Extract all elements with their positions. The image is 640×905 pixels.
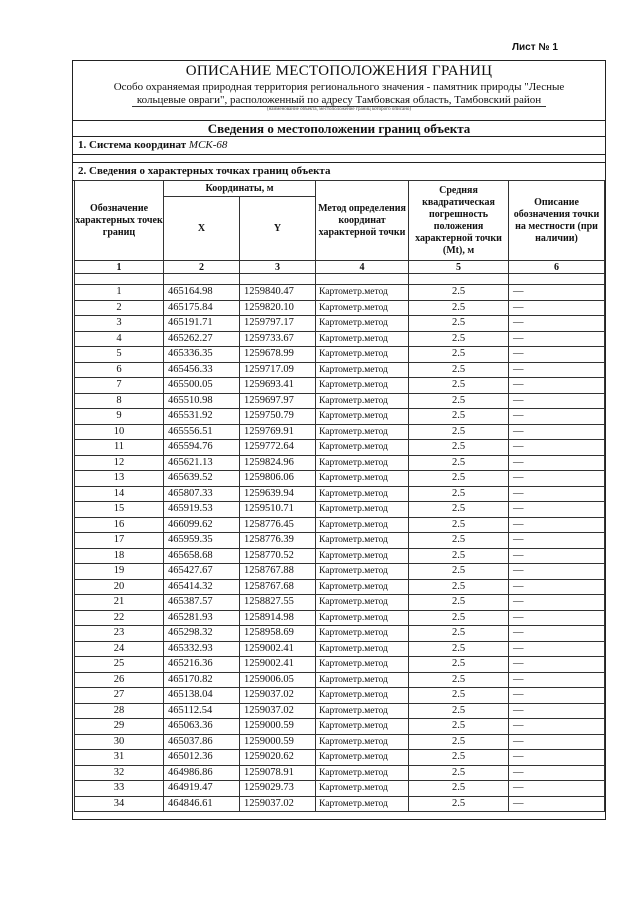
accuracy: 2.5: [409, 703, 509, 719]
point-number: 20: [75, 579, 164, 595]
method: Картометр.метод: [316, 796, 409, 812]
accuracy: 2.5: [409, 719, 509, 735]
point-number: 18: [75, 548, 164, 564]
coord-y: 1259006.05: [240, 672, 316, 688]
table-row: [75, 533, 605, 549]
accuracy: 2.5: [409, 610, 509, 626]
method: Картометр.метод: [316, 657, 409, 673]
coord-x: 465112.54: [164, 703, 240, 719]
point-number: 14: [75, 486, 164, 502]
point-description: —: [509, 378, 605, 394]
method: Картометр.метод: [316, 471, 409, 487]
point-number: 3: [75, 316, 164, 332]
coord-y: 1259772.64: [240, 440, 316, 456]
point-number: 1: [75, 285, 164, 301]
point-description: —: [509, 440, 605, 456]
coord-y: 1259697.97: [240, 393, 316, 409]
accuracy: 2.5: [409, 347, 509, 363]
table-row: [75, 517, 605, 533]
point-number: 29: [75, 719, 164, 735]
coord-x: 465063.36: [164, 719, 240, 735]
accuracy: 2.5: [409, 393, 509, 409]
point-description: —: [509, 765, 605, 781]
method: Картометр.метод: [316, 424, 409, 440]
coord-y: 1258776.39: [240, 533, 316, 549]
coord-y: 1259733.67: [240, 331, 316, 347]
point-number: 21: [75, 595, 164, 611]
table-row: [75, 502, 605, 518]
point-description: —: [509, 626, 605, 642]
table-row: [75, 688, 605, 704]
coord-y: 1259820.10: [240, 300, 316, 316]
accuracy: 2.5: [409, 781, 509, 797]
column-number: 2: [164, 261, 240, 274]
coord-x: 465191.71: [164, 316, 240, 332]
point-description: —: [509, 362, 605, 378]
coord-x: 464986.86: [164, 765, 240, 781]
method: Картометр.метод: [316, 393, 409, 409]
point-description: —: [509, 486, 605, 502]
point-description: —: [509, 471, 605, 487]
point-description: —: [509, 796, 605, 812]
coord-x: 465387.57: [164, 595, 240, 611]
table-row: [75, 548, 605, 564]
accuracy: 2.5: [409, 424, 509, 440]
table-row: [75, 331, 605, 347]
point-description: —: [509, 300, 605, 316]
table-row: [75, 750, 605, 766]
coord-y: 1259824.96: [240, 455, 316, 471]
table-row: [75, 657, 605, 673]
point-number: 16: [75, 517, 164, 533]
coord-x: 465594.76: [164, 440, 240, 456]
point-number: 8: [75, 393, 164, 409]
accuracy: 2.5: [409, 285, 509, 301]
point-description: —: [509, 672, 605, 688]
method: Картометр.метод: [316, 703, 409, 719]
coord-x: 465281.93: [164, 610, 240, 626]
accuracy: 2.5: [409, 486, 509, 502]
method: Картометр.метод: [316, 750, 409, 766]
method: Картометр.метод: [316, 579, 409, 595]
point-description: —: [509, 781, 605, 797]
table-row: [75, 579, 605, 595]
point-number: 31: [75, 750, 164, 766]
coord-x: 465216.36: [164, 657, 240, 673]
coord-y: 1258827.55: [240, 595, 316, 611]
method: Картометр.метод: [316, 610, 409, 626]
coord-y: 1259020.62: [240, 750, 316, 766]
method: Картометр.метод: [316, 347, 409, 363]
table-row: [75, 626, 605, 642]
point-number: 5: [75, 347, 164, 363]
coord-x: 464846.61: [164, 796, 240, 812]
accuracy: 2.5: [409, 300, 509, 316]
table-row: [75, 703, 605, 719]
accuracy: 2.5: [409, 641, 509, 657]
point-description: —: [509, 331, 605, 347]
point-description: —: [509, 750, 605, 766]
coord-y: 1259037.02: [240, 688, 316, 704]
point-number: 17: [75, 533, 164, 549]
accuracy: 2.5: [409, 750, 509, 766]
point-description: —: [509, 579, 605, 595]
method: Картометр.метод: [316, 362, 409, 378]
section-title: Сведения о местоположении границ объекта: [72, 120, 606, 137]
accuracy: 2.5: [409, 331, 509, 347]
coord-y: 1258767.68: [240, 579, 316, 595]
method: Картометр.метод: [316, 409, 409, 425]
accuracy: 2.5: [409, 316, 509, 332]
coord-y: 1258958.69: [240, 626, 316, 642]
table-row: [75, 734, 605, 750]
point-number: 15: [75, 502, 164, 518]
method: Картометр.метод: [316, 765, 409, 781]
coord-y: 1259000.59: [240, 719, 316, 735]
point-description: —: [509, 347, 605, 363]
accuracy: 2.5: [409, 517, 509, 533]
point-description: —: [509, 393, 605, 409]
coord-x: 465164.98: [164, 285, 240, 301]
method: Картометр.метод: [316, 331, 409, 347]
point-description: —: [509, 703, 605, 719]
point-description: —: [509, 424, 605, 440]
point-description: —: [509, 657, 605, 673]
point-description: —: [509, 610, 605, 626]
method: Картометр.метод: [316, 781, 409, 797]
point-number: 12: [75, 455, 164, 471]
coord-y: 1259037.02: [240, 796, 316, 812]
coord-y: 1259002.41: [240, 641, 316, 657]
accuracy: 2.5: [409, 533, 509, 549]
coord-x: 465621.13: [164, 455, 240, 471]
coord-x: 465298.32: [164, 626, 240, 642]
point-number: 32: [75, 765, 164, 781]
point-number: 30: [75, 734, 164, 750]
table-row: [75, 285, 605, 301]
point-description: —: [509, 502, 605, 518]
coord-y: 1258776.45: [240, 517, 316, 533]
method: Картометр.метод: [316, 564, 409, 580]
accuracy: 2.5: [409, 657, 509, 673]
coord-x: 465556.51: [164, 424, 240, 440]
table-row: [75, 719, 605, 735]
coord-x: 465332.93: [164, 641, 240, 657]
point-number: 10: [75, 424, 164, 440]
point-number: 26: [75, 672, 164, 688]
table-row: [75, 641, 605, 657]
coord-y: 1259678.99: [240, 347, 316, 363]
point-description: —: [509, 455, 605, 471]
points-table: [74, 180, 605, 812]
point-description: —: [509, 641, 605, 657]
coord-y: 1259750.79: [240, 409, 316, 425]
point-number: 9: [75, 409, 164, 425]
coord-y: 1258770.52: [240, 548, 316, 564]
table-row: [75, 347, 605, 363]
point-number: 11: [75, 440, 164, 456]
method: Картометр.метод: [316, 734, 409, 750]
coord-x: 466099.62: [164, 517, 240, 533]
accuracy: 2.5: [409, 765, 509, 781]
accuracy: 2.5: [409, 409, 509, 425]
point-number: 22: [75, 610, 164, 626]
coord-x: 464919.47: [164, 781, 240, 797]
sheet-number: Лист № 1: [512, 42, 558, 53]
description-line-2: кольцевые овраги", расположенный по адресу Тамбовская область, Тамбовский район: [136, 94, 542, 106]
point-description: —: [509, 533, 605, 549]
table-row: [75, 316, 605, 332]
point-number: 23: [75, 626, 164, 642]
coord-x: 465012.36: [164, 750, 240, 766]
coord-x: 465959.35: [164, 533, 240, 549]
point-description: —: [509, 734, 605, 750]
coord-x: 465658.68: [164, 548, 240, 564]
table-row: [75, 486, 605, 502]
document-title: ОПИСАНИЕ МЕСТОПОЛОЖЕНИЯ ГРАНИЦ: [185, 63, 493, 79]
method: Картометр.метод: [316, 502, 409, 518]
coord-x: 465414.32: [164, 579, 240, 595]
coord-y: 1259797.17: [240, 316, 316, 332]
table-row: [75, 595, 605, 611]
column-number: 3: [240, 261, 316, 274]
method: Картометр.метод: [316, 688, 409, 704]
accuracy: 2.5: [409, 564, 509, 580]
coord-y: 1259769.91: [240, 424, 316, 440]
point-description: —: [509, 688, 605, 704]
accuracy: 2.5: [409, 471, 509, 487]
table-row: [75, 610, 605, 626]
method: Картометр.метод: [316, 626, 409, 642]
coord-x: 465919.53: [164, 502, 240, 518]
method: Картометр.метод: [316, 455, 409, 471]
point-description: —: [509, 548, 605, 564]
coord-y: 1259717.09: [240, 362, 316, 378]
point-number: 4: [75, 331, 164, 347]
point-description: —: [509, 595, 605, 611]
accuracy: 2.5: [409, 688, 509, 704]
coord-x: 465138.04: [164, 688, 240, 704]
accuracy: 2.5: [409, 378, 509, 394]
point-description: —: [509, 517, 605, 533]
coord-x: 465456.33: [164, 362, 240, 378]
points-section-row: [72, 162, 606, 181]
table-row: [75, 378, 605, 394]
point-description: —: [509, 564, 605, 580]
accuracy: 2.5: [409, 548, 509, 564]
method: Картометр.метод: [316, 533, 409, 549]
method: Картометр.метод: [316, 285, 409, 301]
table-row: [75, 564, 605, 580]
accuracy: 2.5: [409, 362, 509, 378]
table-row: [75, 440, 605, 456]
column-number: 4: [316, 261, 409, 274]
table-row: [75, 796, 605, 812]
coord-y: 1259693.41: [240, 378, 316, 394]
table-row: [75, 781, 605, 797]
table-row: [75, 471, 605, 487]
accuracy: 2.5: [409, 502, 509, 518]
column-number: 6: [509, 261, 605, 274]
point-number: 25: [75, 657, 164, 673]
method: Картометр.метод: [316, 316, 409, 332]
method: Картометр.метод: [316, 517, 409, 533]
table-row: [75, 455, 605, 471]
method: Картометр.метод: [316, 641, 409, 657]
point-number: 7: [75, 378, 164, 394]
method: Картометр.метод: [316, 719, 409, 735]
coord-x: 465639.52: [164, 471, 240, 487]
coord-x: 465427.67: [164, 564, 240, 580]
points-section-label: 2. Сведения о характерных точках границ объекта: [78, 165, 331, 177]
col-accuracy-header: Средняя квадратическая погрешность положения характерной точки (Mt), м: [409, 181, 509, 261]
table-row: [75, 765, 605, 781]
column-number-row: [75, 261, 605, 274]
coord-x: 465807.33: [164, 486, 240, 502]
point-description: —: [509, 409, 605, 425]
coord-x: 465500.05: [164, 378, 240, 394]
point-description: —: [509, 719, 605, 735]
col-y-header: Y: [240, 197, 316, 261]
coord-y: 1258914.98: [240, 610, 316, 626]
point-description: —: [509, 316, 605, 332]
accuracy: 2.5: [409, 579, 509, 595]
method: Картометр.метод: [316, 486, 409, 502]
coord-y: 1258767.88: [240, 564, 316, 580]
method: Картометр.метод: [316, 440, 409, 456]
coord-system-label: 1. Система координат: [78, 139, 187, 151]
accuracy: 2.5: [409, 595, 509, 611]
table-row: [75, 672, 605, 688]
col-point-header: Обозначение характерных точек границ: [75, 181, 164, 261]
column-number: 5: [409, 261, 509, 274]
col-x-header: X: [164, 197, 240, 261]
method: Картометр.метод: [316, 595, 409, 611]
coord-y: 1259037.02: [240, 703, 316, 719]
accuracy: 2.5: [409, 440, 509, 456]
point-description: —: [509, 285, 605, 301]
coord-x: 465037.86: [164, 734, 240, 750]
table-row: [75, 409, 605, 425]
accuracy: 2.5: [409, 734, 509, 750]
table-row: [75, 424, 605, 440]
description-line-1: Особо охраняемая природная территория регионального значения - памятник природы "Лесные: [113, 81, 565, 93]
description-note: (наименование объекта, местоположение границ которого описано): [266, 107, 412, 112]
point-number: 13: [75, 471, 164, 487]
spacer-row: [75, 274, 605, 285]
coord-system-row: [72, 137, 606, 155]
point-number: 28: [75, 703, 164, 719]
col-description-header: Описание обозначения точки на местности (при наличии): [509, 181, 605, 261]
point-number: 6: [75, 362, 164, 378]
point-number: 2: [75, 300, 164, 316]
method: Картометр.метод: [316, 548, 409, 564]
coord-system-value: МСК-68: [188, 139, 228, 151]
method: Картометр.метод: [316, 300, 409, 316]
coord-y: 1259806.06: [240, 471, 316, 487]
coord-x: 465262.27: [164, 331, 240, 347]
accuracy: 2.5: [409, 672, 509, 688]
coord-x: 465170.82: [164, 672, 240, 688]
coord-x: 465336.35: [164, 347, 240, 363]
accuracy: 2.5: [409, 796, 509, 812]
coord-y: 1259510.71: [240, 502, 316, 518]
method: Картометр.метод: [316, 378, 409, 394]
accuracy: 2.5: [409, 455, 509, 471]
coord-y: 1259000.59: [240, 734, 316, 750]
table-row: [75, 300, 605, 316]
coord-y: 1259078.91: [240, 765, 316, 781]
coord-y: 1259029.73: [240, 781, 316, 797]
method: Картометр.метод: [316, 672, 409, 688]
coord-y: 1259002.41: [240, 657, 316, 673]
point-number: 19: [75, 564, 164, 580]
column-number: 1: [75, 261, 164, 274]
coord-y: 1259840.47: [240, 285, 316, 301]
point-number: 33: [75, 781, 164, 797]
coord-x: 465531.92: [164, 409, 240, 425]
table-row: [75, 393, 605, 409]
col-coords-header: Координаты, м: [164, 181, 316, 197]
object-description: [92, 81, 586, 107]
table-row: [75, 362, 605, 378]
point-number: 34: [75, 796, 164, 812]
coord-x: 465175.84: [164, 300, 240, 316]
coord-x: 465510.98: [164, 393, 240, 409]
point-number: 27: [75, 688, 164, 704]
col-method-header: Метод определения координат характерной точки: [316, 181, 409, 261]
coord-y: 1259639.94: [240, 486, 316, 502]
accuracy: 2.5: [409, 626, 509, 642]
point-number: 24: [75, 641, 164, 657]
